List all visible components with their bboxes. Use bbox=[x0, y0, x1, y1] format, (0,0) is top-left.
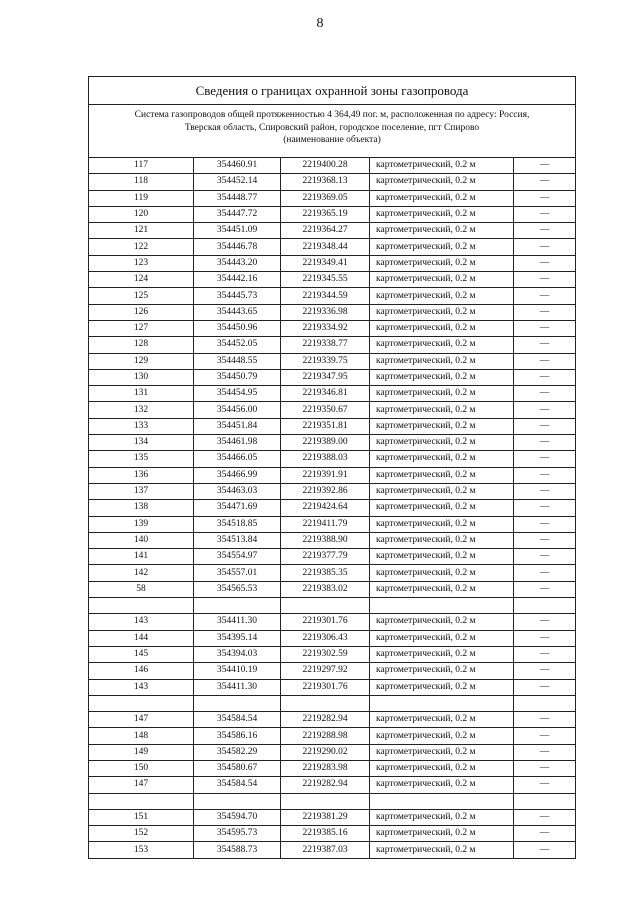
method-cell: картометрический, 0.2 м bbox=[370, 565, 514, 581]
description-cell bbox=[514, 695, 576, 711]
description-cell: — bbox=[514, 304, 576, 320]
x-coordinate-cell: 354582.29 bbox=[194, 744, 281, 760]
x-coordinate-cell: 354595.73 bbox=[194, 826, 281, 842]
point-number-cell: 136 bbox=[89, 467, 194, 483]
point-number-cell: 117 bbox=[89, 158, 194, 174]
description-cell: — bbox=[514, 272, 576, 288]
y-coordinate-cell bbox=[281, 598, 370, 614]
description-cell: — bbox=[514, 288, 576, 304]
table-row bbox=[89, 239, 575, 255]
table-row bbox=[89, 369, 575, 385]
table-row bbox=[89, 174, 575, 190]
point-number-cell: 128 bbox=[89, 337, 194, 353]
x-coordinate-cell: 354466.99 bbox=[194, 467, 281, 483]
table-row bbox=[89, 744, 575, 760]
method-cell: картометрический, 0.2 м bbox=[370, 337, 514, 353]
y-coordinate-cell: 2219306.43 bbox=[281, 630, 370, 646]
y-coordinate-cell: 2219388.90 bbox=[281, 532, 370, 548]
point-number-cell: 140 bbox=[89, 532, 194, 548]
description-cell: — bbox=[514, 255, 576, 271]
x-coordinate-cell: 354411.30 bbox=[194, 614, 281, 630]
x-coordinate-cell: 354446.78 bbox=[194, 239, 281, 255]
point-number-cell: 123 bbox=[89, 255, 194, 271]
method-cell bbox=[370, 598, 514, 614]
x-coordinate-cell: 354588.73 bbox=[194, 842, 281, 858]
table-row bbox=[89, 304, 575, 320]
y-coordinate-cell: 2219424.64 bbox=[281, 500, 370, 516]
x-coordinate-cell: 354447.72 bbox=[194, 206, 281, 222]
table-row bbox=[89, 679, 575, 695]
y-coordinate-cell: 2219282.94 bbox=[281, 777, 370, 793]
y-coordinate-cell: 2219383.02 bbox=[281, 581, 370, 597]
table-row bbox=[89, 500, 575, 516]
table-row bbox=[89, 760, 575, 776]
point-number-cell: 133 bbox=[89, 418, 194, 434]
y-coordinate-cell: 2219338.77 bbox=[281, 337, 370, 353]
y-coordinate-cell: 2219365.19 bbox=[281, 206, 370, 222]
method-cell: картометрический, 0.2 м bbox=[370, 614, 514, 630]
method-cell: картометрический, 0.2 м bbox=[370, 809, 514, 825]
y-coordinate-cell: 2219297.92 bbox=[281, 663, 370, 679]
y-coordinate-cell: 2219385.16 bbox=[281, 826, 370, 842]
separator-row bbox=[89, 695, 575, 711]
method-cell: картометрический, 0.2 м bbox=[370, 646, 514, 662]
table-row bbox=[89, 223, 575, 239]
y-coordinate-cell: 2219345.55 bbox=[281, 272, 370, 288]
point-number-cell: 148 bbox=[89, 728, 194, 744]
description-cell: — bbox=[514, 581, 576, 597]
x-coordinate-cell bbox=[194, 598, 281, 614]
method-cell: картометрический, 0.2 м bbox=[370, 728, 514, 744]
method-cell: картометрический, 0.2 м bbox=[370, 239, 514, 255]
point-number-cell: 58 bbox=[89, 581, 194, 597]
y-coordinate-cell: 2219282.94 bbox=[281, 712, 370, 728]
description-cell: — bbox=[514, 712, 576, 728]
point-number-cell: 141 bbox=[89, 549, 194, 565]
y-coordinate-cell: 2219385.35 bbox=[281, 565, 370, 581]
description-cell: — bbox=[514, 239, 576, 255]
y-coordinate-cell: 2219346.81 bbox=[281, 386, 370, 402]
y-coordinate-cell: 2219377.79 bbox=[281, 549, 370, 565]
method-cell: картометрический, 0.2 м bbox=[370, 158, 514, 174]
x-coordinate-cell: 354518.85 bbox=[194, 516, 281, 532]
point-number-cell: 126 bbox=[89, 304, 194, 320]
y-coordinate-cell: 2219350.67 bbox=[281, 402, 370, 418]
table-row bbox=[89, 206, 575, 222]
x-coordinate-cell: 354411.30 bbox=[194, 679, 281, 695]
x-coordinate-cell: 354452.05 bbox=[194, 337, 281, 353]
x-coordinate-cell: 354410.19 bbox=[194, 663, 281, 679]
table-row bbox=[89, 158, 575, 174]
description-cell: — bbox=[514, 744, 576, 760]
method-cell: картометрический, 0.2 м bbox=[370, 777, 514, 793]
description-cell: — bbox=[514, 435, 576, 451]
x-coordinate-cell: 354454.95 bbox=[194, 386, 281, 402]
table-row bbox=[89, 581, 575, 597]
method-cell: картометрический, 0.2 м bbox=[370, 304, 514, 320]
point-number-cell: 118 bbox=[89, 174, 194, 190]
point-number-cell: 145 bbox=[89, 646, 194, 662]
point-number-cell: 130 bbox=[89, 369, 194, 385]
table-row bbox=[89, 630, 575, 646]
point-number-cell: 150 bbox=[89, 760, 194, 776]
separator-row bbox=[89, 793, 575, 809]
table-row bbox=[89, 402, 575, 418]
x-coordinate-cell: 354471.69 bbox=[194, 500, 281, 516]
description-line: Система газопроводов общей протяженностью 4 364,49 пог. м, расположенная по адресу: Россия, bbox=[134, 110, 530, 120]
method-cell: картометрический, 0.2 м bbox=[370, 467, 514, 483]
table-row bbox=[89, 614, 575, 630]
method-cell: картометрический, 0.2 м bbox=[370, 549, 514, 565]
y-coordinate-cell: 2219388.03 bbox=[281, 451, 370, 467]
x-coordinate-cell: 354565.53 bbox=[194, 581, 281, 597]
description-cell: — bbox=[514, 760, 576, 776]
table-row bbox=[89, 809, 575, 825]
table-row bbox=[89, 826, 575, 842]
method-cell: картометрический, 0.2 м bbox=[370, 483, 514, 499]
point-number-cell: 137 bbox=[89, 483, 194, 499]
x-coordinate-cell: 354463.03 bbox=[194, 483, 281, 499]
y-coordinate-cell: 2219381.29 bbox=[281, 809, 370, 825]
description-cell: — bbox=[514, 402, 576, 418]
method-cell: картометрический, 0.2 м bbox=[370, 320, 514, 336]
separator-row bbox=[89, 598, 575, 614]
table-row bbox=[89, 663, 575, 679]
x-coordinate-cell: 354442.16 bbox=[194, 272, 281, 288]
table-row bbox=[89, 646, 575, 662]
y-coordinate-cell: 2219301.76 bbox=[281, 614, 370, 630]
point-number-cell: 151 bbox=[89, 809, 194, 825]
y-coordinate-cell: 2219351.81 bbox=[281, 418, 370, 434]
y-coordinate-cell bbox=[281, 793, 370, 809]
table-row bbox=[89, 728, 575, 744]
point-number-cell: 153 bbox=[89, 842, 194, 858]
method-cell: картометрический, 0.2 м bbox=[370, 744, 514, 760]
x-coordinate-cell: 354448.77 bbox=[194, 190, 281, 206]
x-coordinate-cell: 354456.00 bbox=[194, 402, 281, 418]
method-cell: картометрический, 0.2 м bbox=[370, 206, 514, 222]
method-cell: картометрический, 0.2 м bbox=[370, 581, 514, 597]
x-coordinate-cell: 354584.54 bbox=[194, 712, 281, 728]
x-coordinate-cell: 354443.65 bbox=[194, 304, 281, 320]
x-coordinate-cell bbox=[194, 793, 281, 809]
point-number-cell: 135 bbox=[89, 451, 194, 467]
coordinates-table bbox=[89, 158, 575, 858]
point-number-cell bbox=[89, 695, 194, 711]
table-row bbox=[89, 467, 575, 483]
y-coordinate-cell: 2219301.76 bbox=[281, 679, 370, 695]
x-coordinate-cell: 354443.20 bbox=[194, 255, 281, 271]
point-number-cell: 143 bbox=[89, 679, 194, 695]
method-cell: картометрический, 0.2 м bbox=[370, 451, 514, 467]
x-coordinate-cell: 354584.54 bbox=[194, 777, 281, 793]
y-coordinate-cell: 2219283.98 bbox=[281, 760, 370, 776]
description-cell: — bbox=[514, 777, 576, 793]
table-row bbox=[89, 255, 575, 271]
method-cell: картометрический, 0.2 м bbox=[370, 826, 514, 842]
y-coordinate-cell: 2219389.00 bbox=[281, 435, 370, 451]
method-cell: картометрический, 0.2 м bbox=[370, 679, 514, 695]
point-number-cell: 147 bbox=[89, 712, 194, 728]
y-coordinate-cell: 2219400.28 bbox=[281, 158, 370, 174]
method-cell: картометрический, 0.2 м bbox=[370, 516, 514, 532]
description-cell bbox=[514, 793, 576, 809]
description-cell: — bbox=[514, 353, 576, 369]
y-coordinate-cell: 2219387.03 bbox=[281, 842, 370, 858]
description-cell: — bbox=[514, 809, 576, 825]
point-number-cell: 138 bbox=[89, 500, 194, 516]
table-row bbox=[89, 842, 575, 858]
point-number-cell: 119 bbox=[89, 190, 194, 206]
table-row bbox=[89, 353, 575, 369]
description-cell: — bbox=[514, 320, 576, 336]
point-number-cell: 147 bbox=[89, 777, 194, 793]
description-cell: — bbox=[514, 483, 576, 499]
method-cell: картометрический, 0.2 м bbox=[370, 402, 514, 418]
description-cell: — bbox=[514, 532, 576, 548]
boundary-table-sheet bbox=[88, 76, 576, 859]
page-number: 8 bbox=[316, 16, 324, 31]
x-coordinate-cell: 354594.70 bbox=[194, 809, 281, 825]
object-description bbox=[89, 105, 575, 158]
description-cell: — bbox=[514, 679, 576, 695]
y-coordinate-cell: 2219339.75 bbox=[281, 353, 370, 369]
y-coordinate-cell: 2219336.98 bbox=[281, 304, 370, 320]
x-coordinate-cell: 354452.14 bbox=[194, 174, 281, 190]
y-coordinate-cell: 2219344.59 bbox=[281, 288, 370, 304]
x-coordinate-cell: 354461.98 bbox=[194, 435, 281, 451]
x-coordinate-cell: 354554.97 bbox=[194, 549, 281, 565]
method-cell: картометрический, 0.2 м bbox=[370, 223, 514, 239]
point-number-cell: 127 bbox=[89, 320, 194, 336]
table-row bbox=[89, 532, 575, 548]
description-cell: — bbox=[514, 614, 576, 630]
table-title: Сведения о границах охранной зоны газопровода bbox=[89, 77, 575, 105]
x-coordinate-cell: 354451.09 bbox=[194, 223, 281, 239]
description-cell: — bbox=[514, 158, 576, 174]
x-coordinate-cell: 354460.91 bbox=[194, 158, 281, 174]
y-coordinate-cell: 2219349.41 bbox=[281, 255, 370, 271]
point-number-cell: 129 bbox=[89, 353, 194, 369]
description-cell: — bbox=[514, 369, 576, 385]
method-cell: картометрический, 0.2 м bbox=[370, 663, 514, 679]
point-number-cell: 124 bbox=[89, 272, 194, 288]
x-coordinate-cell: 354450.96 bbox=[194, 320, 281, 336]
description-cell: — bbox=[514, 174, 576, 190]
description-cell: — bbox=[514, 467, 576, 483]
description-cell: — bbox=[514, 663, 576, 679]
table-row bbox=[89, 288, 575, 304]
y-coordinate-cell: 2219364.27 bbox=[281, 223, 370, 239]
method-cell: картометрический, 0.2 м bbox=[370, 630, 514, 646]
x-coordinate-cell: 354513.84 bbox=[194, 532, 281, 548]
description-cell: — bbox=[514, 549, 576, 565]
x-coordinate-cell: 354445.73 bbox=[194, 288, 281, 304]
method-cell: картометрический, 0.2 м bbox=[370, 842, 514, 858]
description-cell: — bbox=[514, 418, 576, 434]
description-cell: — bbox=[514, 728, 576, 744]
method-cell: картометрический, 0.2 м bbox=[370, 369, 514, 385]
table-row bbox=[89, 483, 575, 499]
x-coordinate-cell: 354394.03 bbox=[194, 646, 281, 662]
point-number-cell: 131 bbox=[89, 386, 194, 402]
point-number-cell bbox=[89, 793, 194, 809]
description-cell: — bbox=[514, 826, 576, 842]
y-coordinate-cell: 2219348.44 bbox=[281, 239, 370, 255]
description-cell: — bbox=[514, 337, 576, 353]
table-row bbox=[89, 386, 575, 402]
point-number-cell: 139 bbox=[89, 516, 194, 532]
point-number-cell: 152 bbox=[89, 826, 194, 842]
method-cell: картометрический, 0.2 м bbox=[370, 760, 514, 776]
description-cell bbox=[514, 598, 576, 614]
y-coordinate-cell: 2219334.92 bbox=[281, 320, 370, 336]
y-coordinate-cell: 2219392.86 bbox=[281, 483, 370, 499]
table-row bbox=[89, 451, 575, 467]
method-cell: картометрический, 0.2 м bbox=[370, 190, 514, 206]
x-coordinate-cell: 354395.14 bbox=[194, 630, 281, 646]
point-number-cell: 143 bbox=[89, 614, 194, 630]
method-cell bbox=[370, 793, 514, 809]
x-coordinate-cell: 354557.01 bbox=[194, 565, 281, 581]
point-number-cell: 142 bbox=[89, 565, 194, 581]
x-coordinate-cell: 354450.79 bbox=[194, 369, 281, 385]
x-coordinate-cell: 354580.67 bbox=[194, 760, 281, 776]
table-row bbox=[89, 337, 575, 353]
description-cell: — bbox=[514, 565, 576, 581]
method-cell: картометрический, 0.2 м bbox=[370, 712, 514, 728]
point-number-cell: 146 bbox=[89, 663, 194, 679]
y-coordinate-cell: 2219391.91 bbox=[281, 467, 370, 483]
y-coordinate-cell: 2219347.95 bbox=[281, 369, 370, 385]
method-cell: картометрический, 0.2 м bbox=[370, 386, 514, 402]
table-row bbox=[89, 565, 575, 581]
method-cell: картометрический, 0.2 м bbox=[370, 272, 514, 288]
point-number-cell: 121 bbox=[89, 223, 194, 239]
description-cell: — bbox=[514, 500, 576, 516]
point-number-cell: 120 bbox=[89, 206, 194, 222]
table-row bbox=[89, 190, 575, 206]
x-coordinate-cell: 354586.16 bbox=[194, 728, 281, 744]
table-row bbox=[89, 516, 575, 532]
description-cell: — bbox=[514, 223, 576, 239]
method-cell: картометрический, 0.2 м bbox=[370, 288, 514, 304]
table-row bbox=[89, 435, 575, 451]
point-number-cell bbox=[89, 598, 194, 614]
point-number-cell: 122 bbox=[89, 239, 194, 255]
y-coordinate-cell bbox=[281, 695, 370, 711]
description-cell: — bbox=[514, 516, 576, 532]
point-number-cell: 144 bbox=[89, 630, 194, 646]
description-cell: — bbox=[514, 646, 576, 662]
method-cell: картометрический, 0.2 м bbox=[370, 255, 514, 271]
point-number-cell: 134 bbox=[89, 435, 194, 451]
y-coordinate-cell: 2219369.05 bbox=[281, 190, 370, 206]
method-cell: картометрический, 0.2 м bbox=[370, 418, 514, 434]
table-row bbox=[89, 549, 575, 565]
table-row bbox=[89, 272, 575, 288]
description-caption: (наименование объекта) bbox=[283, 135, 381, 145]
table-row bbox=[89, 320, 575, 336]
table-row bbox=[89, 418, 575, 434]
point-number-cell: 132 bbox=[89, 402, 194, 418]
x-coordinate-cell: 354466.05 bbox=[194, 451, 281, 467]
method-cell bbox=[370, 695, 514, 711]
description-line: Тверская область, Спировский район, городское поселение, пгт Спирово bbox=[184, 122, 480, 133]
description-cell: — bbox=[514, 451, 576, 467]
x-coordinate-cell: 354448.55 bbox=[194, 353, 281, 369]
x-coordinate-cell: 354451.84 bbox=[194, 418, 281, 434]
description-cell: — bbox=[514, 190, 576, 206]
description-cell: — bbox=[514, 386, 576, 402]
table-row bbox=[89, 712, 575, 728]
y-coordinate-cell: 2219368.13 bbox=[281, 174, 370, 190]
y-coordinate-cell: 2219290.02 bbox=[281, 744, 370, 760]
method-cell: картометрический, 0.2 м bbox=[370, 532, 514, 548]
y-coordinate-cell: 2219302.59 bbox=[281, 646, 370, 662]
method-cell: картометрический, 0.2 м bbox=[370, 500, 514, 516]
x-coordinate-cell bbox=[194, 695, 281, 711]
table-row bbox=[89, 777, 575, 793]
description-cell: — bbox=[539, 844, 550, 855]
description-cell: — bbox=[514, 206, 576, 222]
method-cell: картометрический, 0.2 м bbox=[370, 435, 514, 451]
point-number-cell: 125 bbox=[89, 288, 194, 304]
y-coordinate-cell: 2219411.79 bbox=[281, 516, 370, 532]
description-cell: — bbox=[514, 630, 576, 646]
method-cell: картометрический, 0.2 м bbox=[370, 174, 514, 190]
method-cell: картометрический, 0.2 м bbox=[370, 353, 514, 369]
point-number-cell: 149 bbox=[89, 744, 194, 760]
y-coordinate-cell: 2219288.98 bbox=[281, 728, 370, 744]
